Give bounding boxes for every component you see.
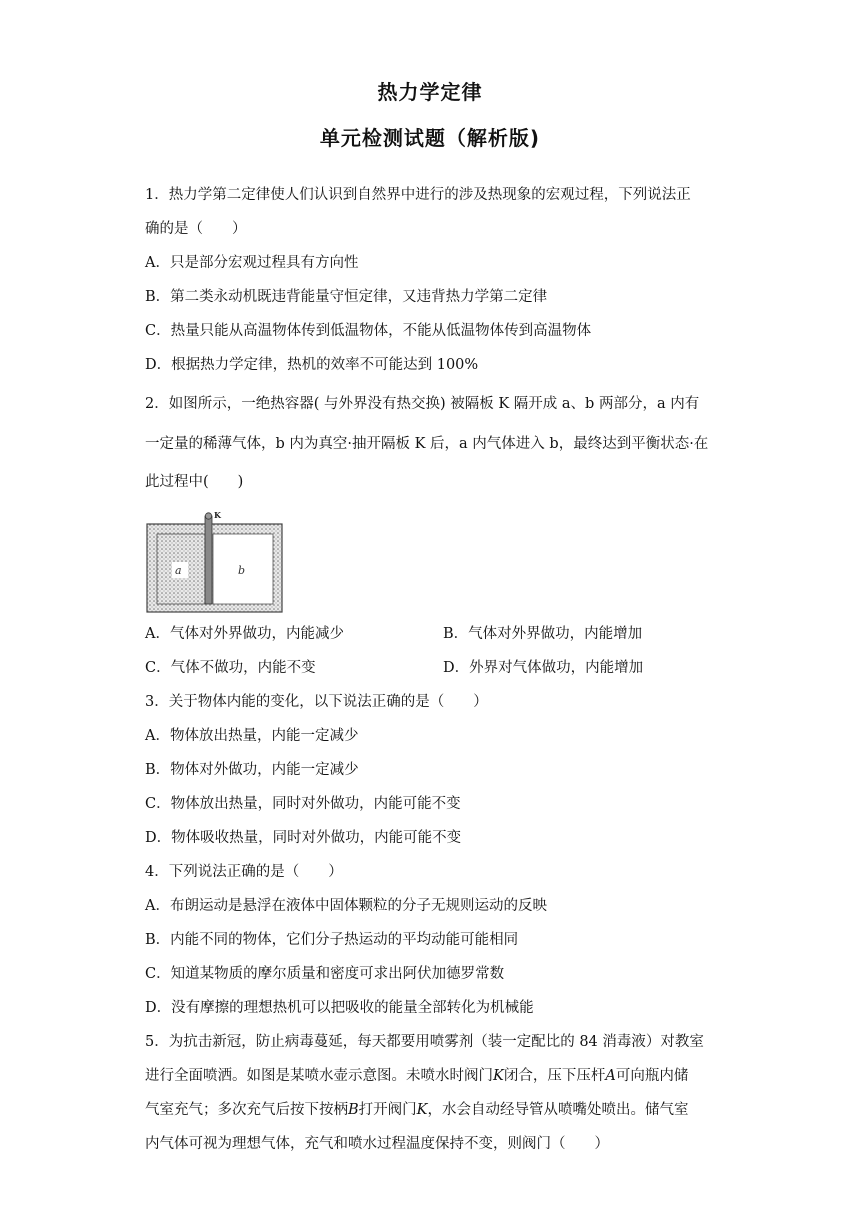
- q5-stem-line2: 进行全面喷洒。如图是某喷水壶示意图。未喷水时阀门K闭合，压下压杆A可向瓶内储: [145, 1068, 689, 1084]
- q3-option-b: B．物体对外做功，内能一定减少: [145, 762, 359, 778]
- q2-stem-line1: 2．如图所示，一绝热容器( 与外界没有热交换) 被隔板 K 隔开成 a、b 两部分，a 内有: [145, 396, 700, 412]
- q1-option-d: D．根据热力学定律，热机的效率不可能达到 100%: [145, 357, 479, 373]
- q3-option-d: D．物体吸收热量，同时对外做功，内能可能不变: [145, 830, 462, 846]
- a-label: a: [175, 564, 182, 577]
- q1-option-c: C．热量只能从高温物体传到低温物体，不能从低温物体传到高温物体: [145, 323, 592, 339]
- q3-option-a: A．物体放出热量，内能一定减少: [145, 728, 359, 744]
- q1-stem-line2: 确的是（ ）: [145, 221, 247, 237]
- document-subtitle: 单元检测试题（解析版): [319, 126, 541, 150]
- q5-stem-line4: 内气体可视为理想气体，充气和喷水过程温度保持不变，则阀门（ ）: [145, 1136, 609, 1152]
- q4-option-d: D．没有摩擦的理想热机可以把吸收的能量全部转化为机械能: [145, 1000, 534, 1016]
- k-label: K: [214, 510, 221, 520]
- q2-option-b: B．气体对外界做功，内能增加: [443, 626, 643, 642]
- q4-option-b: B．内能不同的物体，它们分子热运动的平均动能可能相同: [145, 932, 519, 948]
- q4-stem: 4．下列说法正确的是（ ）: [145, 864, 343, 880]
- q1-option-b: B．第二类永动机既违背能量守恒定律，又违背热力学第二定律: [145, 289, 548, 305]
- q2-option-a: A．气体对外界做功，内能减少: [145, 626, 344, 642]
- q5-stem-line1: 5．为抗击新冠，防止病毒蔓延，每天都要用喷雾剂（装一定配比的 84 消毒液）对教室: [145, 1034, 704, 1050]
- b-label: b: [238, 564, 246, 577]
- q1-option-a: A．只是部分宏观过程具有方向性: [145, 255, 359, 271]
- q1-stem-line1: 1．热力学第二定律使人们认识到自然界中进行的涉及热现象的宏观过程，下列说法正: [145, 187, 691, 203]
- q4-option-c: C．知道某物质的摩尔质量和密度可求出阿伏加德罗常数: [145, 966, 505, 982]
- q4-option-a: A．布朗运动是悬浮在液体中固体颗粒的分子无规则运动的反映: [145, 898, 547, 914]
- insulated-container-figure: [145, 508, 285, 614]
- q2-stem-line2: 一定量的稀薄气体，b 内为真空·抽开隔板 K 后，a 内气体进入 b，最终达到平衡状态·在: [145, 436, 709, 452]
- q3-option-c: C．物体放出热量，同时对外做功，内能可能不变: [145, 796, 461, 812]
- q2-option-c: C．气体不做功，内能不变: [145, 660, 316, 676]
- document-title: 热力学定律: [377, 80, 483, 104]
- q3-stem: 3．关于物体内能的变化，以下说法正确的是（ ）: [145, 694, 488, 710]
- q5-stem-line3: 气室充气；多次充气后按下按柄B打开阀门K，水会自动经导管从喷嘴处喷出。储气室: [145, 1102, 689, 1118]
- q2-option-d: D．外界对气体做功，内能增加: [443, 660, 644, 676]
- partition-k: [205, 516, 212, 604]
- q2-stem-line3: 此过程中( ): [145, 474, 244, 490]
